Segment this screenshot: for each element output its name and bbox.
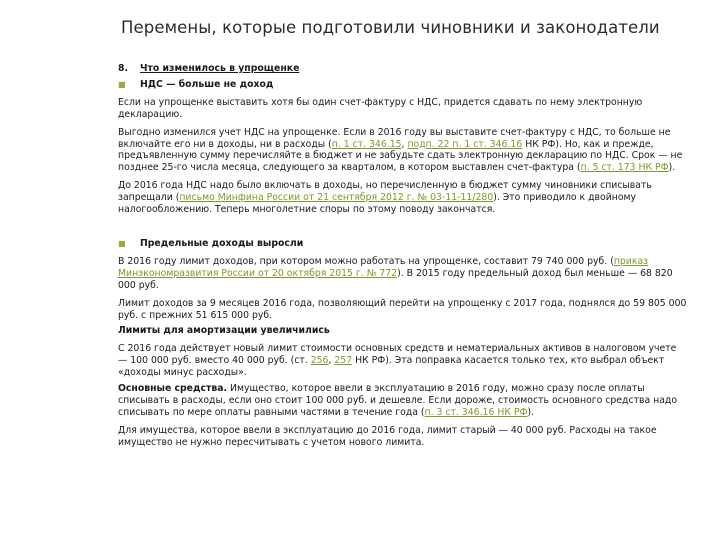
- link-st-256[interactable]: 256: [310, 355, 329, 367]
- link-p3-st-346-16[interactable]: п. 3 ст. 346.16 НК РФ: [424, 406, 528, 418]
- bullet-item-income-limit: [118, 238, 688, 250]
- page-title: Перемены, которые подготовили чиновники и законодатели: [121, 18, 660, 37]
- section-heading-row: [118, 63, 688, 75]
- bullet-vat-label: НДС — больше не доход: [140, 78, 274, 90]
- square-bullet-icon: ■: [118, 238, 126, 248]
- paragraph-fixed-assets: Основные средства. Имущество, которое ввели в эксплуатацию в 2016 году, можно сразу после оплаты списывать в расходы, если оно стоит 100 000 руб. и дешевле. Если дороже, стоимость основного средства надо списывать по мере оплаты равными частями в течение года (п. 3 ст. 346.16 НК РФ).: [118, 383, 678, 418]
- link-p5-st-173[interactable]: п. 5 ст. 173 НК РФ: [580, 162, 669, 174]
- link-p1-st-346-15[interactable]: п. 1 ст. 346.15: [331, 138, 402, 150]
- link-st-257[interactable]: 257: [334, 355, 353, 367]
- bullet-item-vat: [118, 79, 688, 91]
- bullet-income-label: Предельные доходы выросли: [140, 237, 304, 249]
- section-number: 8.: [118, 63, 129, 74]
- paragraph-vat-declaration: Если на упрощенке выставить хотя бы один счет-фактуру с НДС, придется сдавать по нему электронную декларацию.: [118, 96, 643, 120]
- paragraph-vat-history: До 2016 года НДС надо было включать в доходы, но перечисленную в бюджет сумму чиновники списывать запрещали (письмо Минфина России от 21 сентября 2012 г. № 03-11-11/280). Это приводило к двойному налогообложению. Теперь многолетние споры по этому поводу закончатся.: [118, 180, 652, 216]
- paragraph-nine-months-limit: Лимит доходов за 9 месяцев 2016 года, позволяющий перейти на упрощенку с 2017 года, поднялся до 59 805 000 руб. с прежних 51 615 000 руб.: [118, 297, 687, 321]
- link-podp-22-st-346-16[interactable]: подп. 22 п. 1 ст. 346.16: [407, 138, 523, 150]
- paragraph-vat-accounting: Выгодно изменился учет НДС на упрощенке. Если в 2016 году вы выставите счет-фактуру с НДС, то больше не включайте его ни в доходы, ни в расходы (п. 1 ст. 346.15, подп. 22 п. 1 ст. 346.16 НК РФ). Но, как и прежде, предъявленную сумму перечисляйте в бюджет и не забудьте сдать электронную декларацию по НДС. Срок — не позднее 25-го числа месяца, следующего за кварталом, в котором выставлен счет-фактура (п. 5 ст. 173 НК РФ).: [118, 126, 683, 174]
- heading-amortization: Лимиты для амортизации увеличились: [118, 325, 330, 337]
- paragraph-amortization-limit: С 2016 года действует новый лимит стоимости основных средств и нематериальных активов в налоговом учете — 100 000 руб. вместо 40 000 руб. (ст. 256, 257 НК РФ). Эта поправка касается только тех, кто выбрал объект «доходы минус расходы».: [118, 343, 677, 379]
- square-bullet-icon: ■: [118, 79, 126, 89]
- link-mineconom-order[interactable]: приказ Минэкономразвития России от 20 октября 2015 г. № 772: [118, 255, 649, 279]
- content: [118, 63, 688, 449]
- link-minfin-letter[interactable]: письмо Минфина России от 21 сентября 2012 г. № 03-11-11/280: [179, 192, 494, 204]
- paragraph-income-limit: В 2016 году лимит доходов, при котором можно работать на упрощенке, составит 79 740 000 руб. (приказ Минэкономразвития России от 20 октября 2015 г. № 772). В 2015 году предельный доход был меньше — 68 820 000 руб.: [118, 255, 673, 291]
- section-heading: Что изменилось в упрощенке: [140, 63, 300, 74]
- paragraph-old-assets: Для имущества, которое ввели в эксплуатацию до 2016 года, лимит старый — 40 000 руб. Расходы на такое имущество не нужно пересчитывать с учетом нового лимита.: [118, 424, 657, 448]
